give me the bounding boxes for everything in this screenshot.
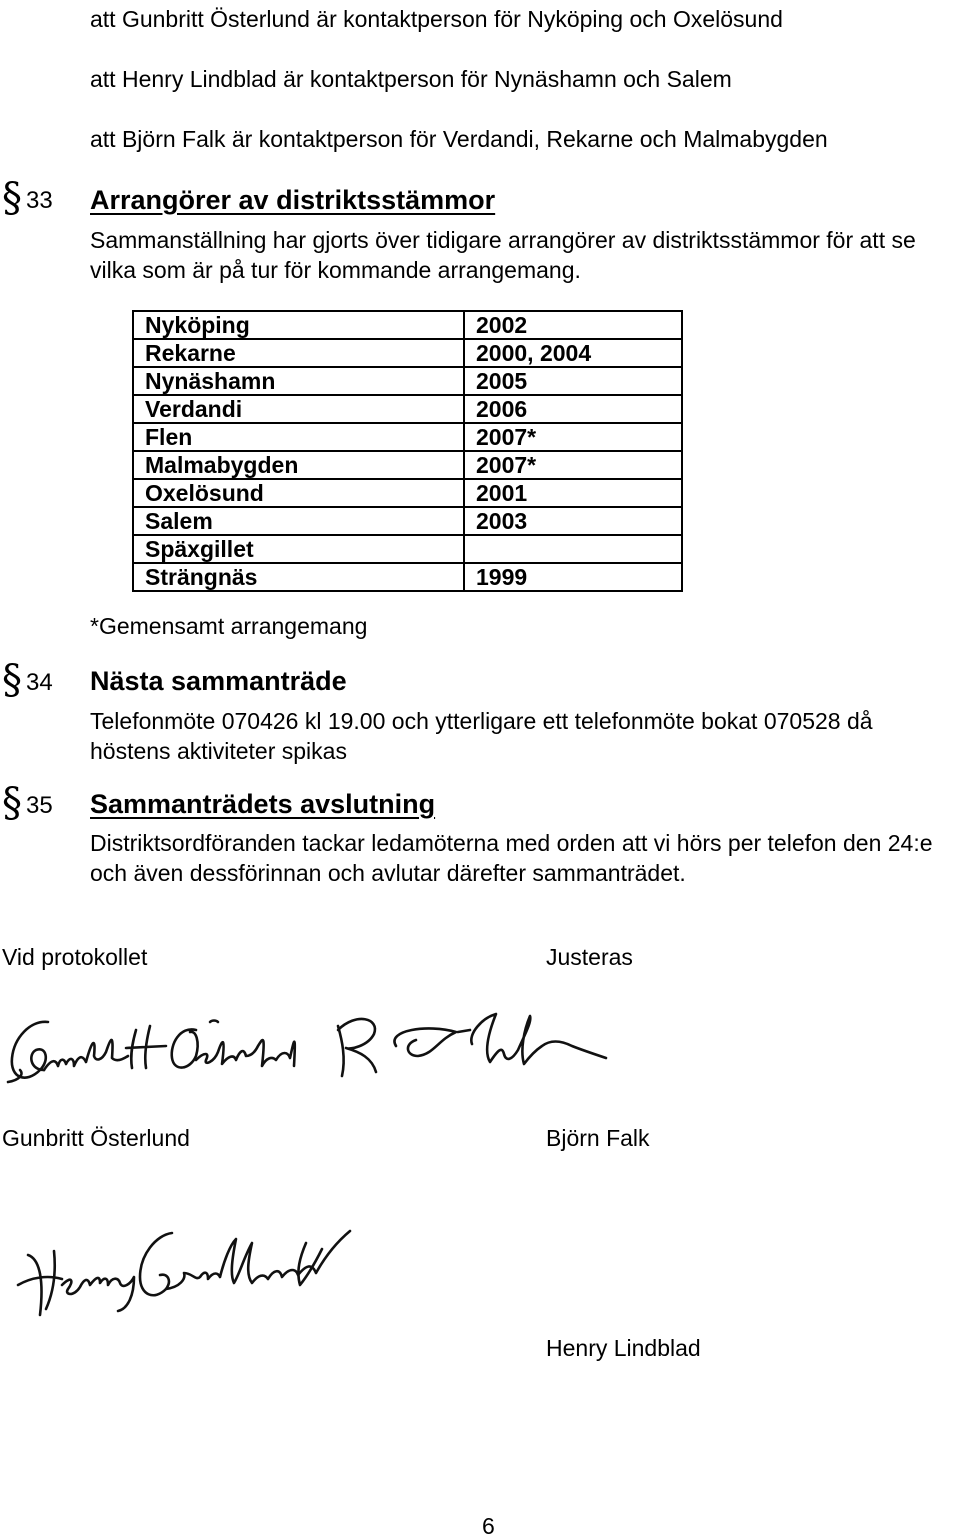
signature-bjorn-falk	[320, 1000, 620, 1085]
year-cell: 2007*	[464, 423, 682, 451]
district-cell: Nynäshamn	[133, 367, 464, 395]
table-row	[133, 479, 682, 507]
contact-line-3: att Björn Falk är kontaktperson för Verdandi, Rekarne och Malmabygden	[90, 126, 828, 152]
district-cell: Strängnäs	[133, 563, 464, 591]
section-title-34: Nästa sammanträde	[90, 666, 347, 696]
year-cell: 2006	[464, 395, 682, 423]
year-cell	[464, 535, 682, 563]
section-text-33: Sammanställning har gjorts över tidigare arrangörer av distriktsstämmor för att se vilka som är på tur för kommande arrangemang.	[90, 227, 916, 283]
table-row	[133, 339, 682, 367]
table-row	[133, 535, 682, 563]
page-number: 6	[482, 1513, 495, 1539]
section-text-34: Telefonmöte 070426 kl 19.00 och ytterligare ett telefonmöte bokat 070528 då höstens aktiviteter spikas	[90, 708, 873, 764]
signer-name-henry: Henry Lindblad	[546, 1335, 701, 1361]
district-cell: Malmabygden	[133, 451, 464, 479]
year-cell: 2005	[464, 367, 682, 395]
year-cell: 2002	[464, 311, 682, 339]
table-row	[133, 451, 682, 479]
approved-label: Justeras	[546, 944, 633, 970]
signature-gunbritt-osterlund	[0, 1000, 320, 1095]
contact-line-1: att Gunbritt Österlund är kontaktperson för Nyköping och Oxelösund	[90, 6, 783, 32]
section-title-33: Arrangörer av distriktsstämmor	[90, 185, 496, 215]
district-cell: Rekarne	[133, 339, 464, 367]
contact-line-2: att Henry Lindblad är kontaktperson för Nynäshamn och Salem	[90, 66, 732, 92]
table-row	[133, 311, 682, 339]
table-row	[133, 367, 682, 395]
section-symbol-35: §	[2, 780, 22, 826]
year-cell: 2001	[464, 479, 682, 507]
district-cell: Salem	[133, 507, 464, 535]
district-cell: Oxelösund	[133, 479, 464, 507]
signer-name-gunbritt: Gunbritt Österlund	[2, 1125, 190, 1151]
signature-henry-lindblad	[0, 1215, 370, 1325]
table-row	[133, 563, 682, 591]
district-cell: Späxgillet	[133, 535, 464, 563]
section-number-34: 34	[26, 669, 53, 696]
minutes-label: Vid protokollet	[2, 944, 148, 970]
table-row	[133, 423, 682, 451]
arrangers-table	[132, 310, 683, 592]
section-number-35: 35	[26, 792, 53, 819]
signer-name-bjorn: Björn Falk	[546, 1125, 650, 1151]
table-row	[133, 507, 682, 535]
section-text-35: Distriktsordföranden tackar ledamöterna med orden att vi hörs per telefon den 24:e och även dessförinnan och avlutar därefter sammanträdet.	[90, 830, 933, 886]
table-footnote: *Gemensamt arrangemang	[90, 613, 368, 639]
district-cell: Flen	[133, 423, 464, 451]
year-cell: 2007*	[464, 451, 682, 479]
section-symbol-34: §	[2, 657, 22, 703]
table-row	[133, 395, 682, 423]
section-title-35: Sammanträdets avslutning	[90, 789, 436, 819]
year-cell: 1999	[464, 563, 682, 591]
district-cell: Verdandi	[133, 395, 464, 423]
year-cell: 2003	[464, 507, 682, 535]
district-cell: Nyköping	[133, 311, 464, 339]
section-number-33: 33	[26, 187, 53, 214]
section-symbol-33: §	[2, 175, 22, 221]
year-cell: 2000, 2004	[464, 339, 682, 367]
